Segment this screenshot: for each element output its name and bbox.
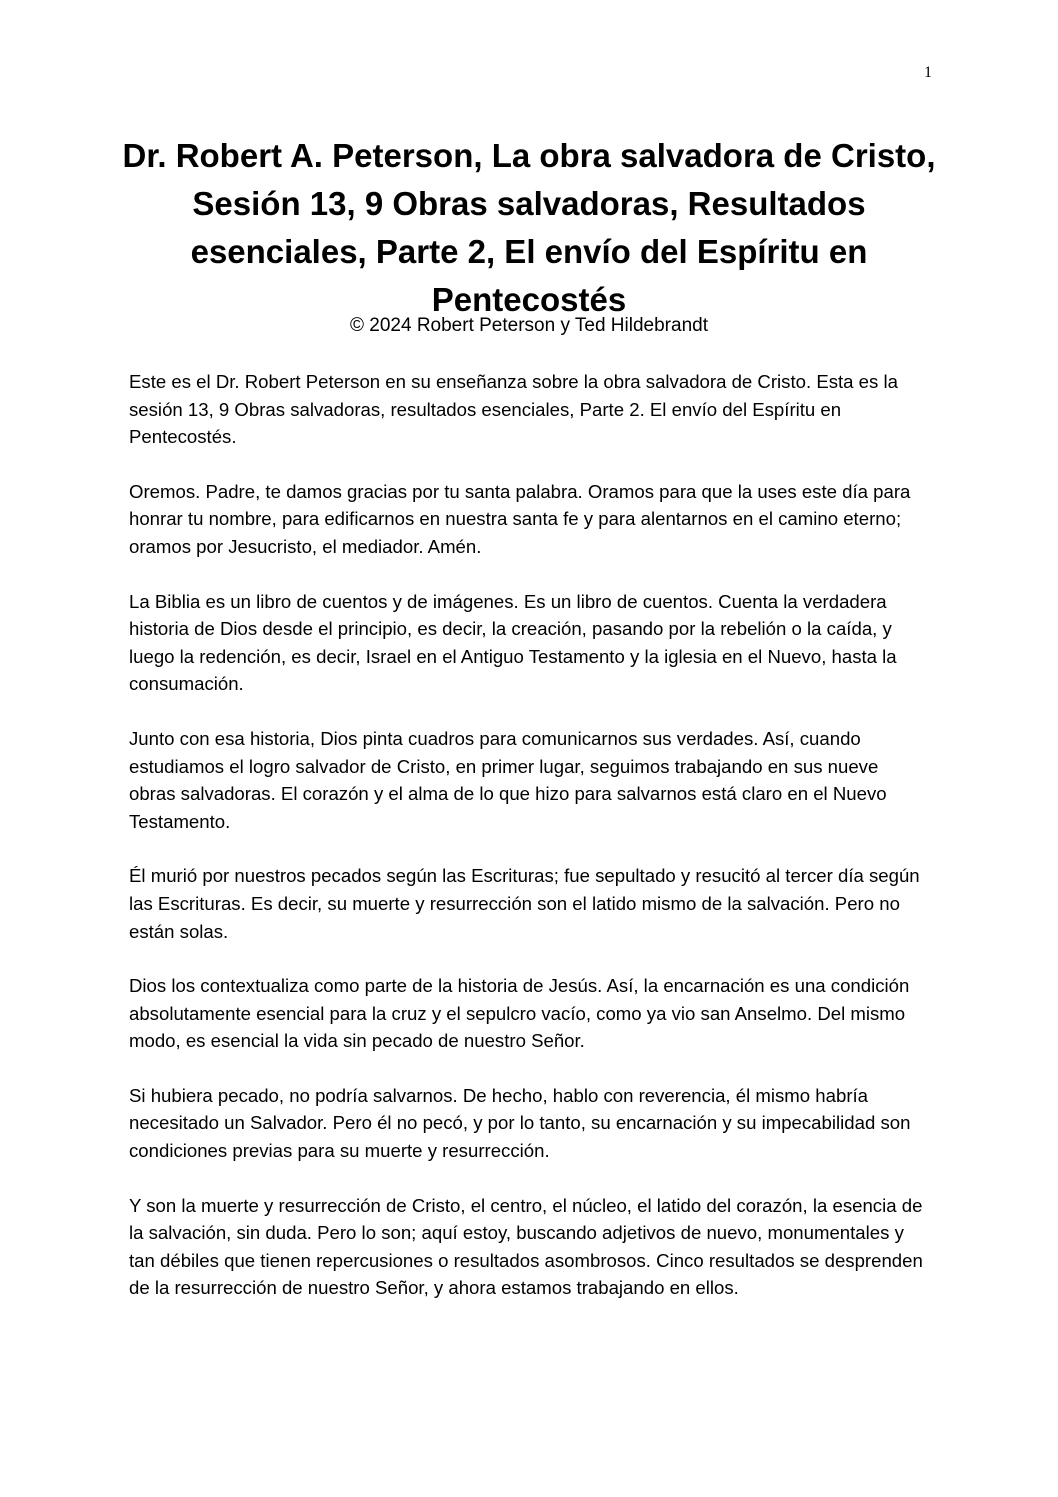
document-title: Dr. Robert A. Peterson, La obra salvadora de Cristo, Sesión 13, 9 Obras salvadoras, Resultados esenciales, Parte 2, El envío del Espíritu en Pentecostés bbox=[122, 137, 936, 318]
paragraph: Dios los contextualiza como parte de la historia de Jesús. Así, la encarnación es una condición absolutamente esencial para la cruz y el sepulcro vacío, como ya vio san Anselmo. Del mismo modo, es esencial la vida sin pecado de nuestro Señor. bbox=[129, 975, 910, 1052]
paragraph: Este es el Dr. Robert Peterson en su enseñanza sobre la obra salvadora de Cristo. Esta es la sesión 13, 9 Obras salvadoras, resultados esenciales, Parte 2. El envío del Espíritu en Pentecostés. bbox=[129, 371, 898, 448]
paragraph: Él murió por nuestros pecados según las Escrituras; fue sepultado y resucitó al tercer día según las Escrituras. Es decir, su muerte y resurrección son el latido mismo de la salvación. Pero no están solas. bbox=[129, 865, 920, 942]
page-number: 1 bbox=[924, 64, 932, 81]
paragraph: Junto con esa historia, Dios pinta cuadros para comunicarnos sus verdades. Así, cuando estudiamos el logro salvador de Cristo, en primer lugar, seguimos trabajando en sus nueve obras salvadoras. El corazón y el alma de lo que hizo para salvarnos está claro en el Nuevo Testamento. bbox=[129, 727, 887, 832]
paragraph: Oremos. Padre, te damos gracias por tu santa palabra. Oramos para que la uses este día para honrar tu nombre, para edificarnos en nuestra santa fe y para alentarnos en el camino eterno; oramos por Jesucristo, el mediador. Amén. bbox=[129, 480, 911, 557]
paragraph: Si hubiera pecado, no podría salvarnos. De hecho, hablo con reverencia, él mismo habría necesitado un Salvador. Pero él no pecó, y por lo tanto, su encarnación y su impecabilidad son condiciones previas para su muerte y resurrección. bbox=[129, 1084, 911, 1162]
copyright-line: © 2024 Robert Peterson y Ted Hildebrandt bbox=[350, 315, 708, 336]
paragraph: Y son la muerte y resurrección de Cristo, el centro, el núcleo, el latido del corazón, la esencia de la salvación, sin duda. Pero lo son; aquí estoy, buscando adjetivos de nuevo, monumentales y tan débiles que tienen repercusiones o resultados asombrosos. Cinco resultados se desprenden de la resurrección de nuestro Señor, y ahora estamos trabajando en ellos. bbox=[129, 1194, 923, 1299]
paragraph: La Biblia es un libro de cuentos y de imágenes. Es un libro de cuentos. Cuenta la verdadera historia de Dios desde el principio, es decir, la creación, pasando por la rebelión o la caída, y luego la redención, es decir, Israel en el Antiguo Testamento y la iglesia en el Nuevo, hasta la consumación. bbox=[129, 590, 897, 695]
document-body bbox=[129, 368, 929, 1329]
